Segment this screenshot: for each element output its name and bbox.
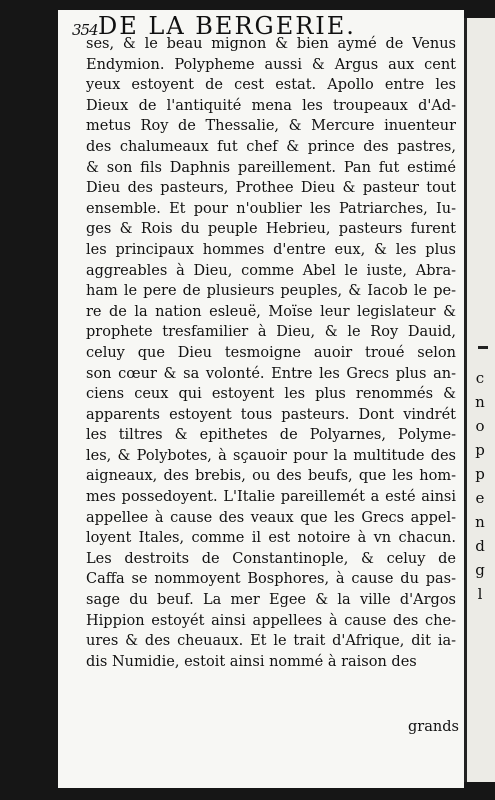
catchword: grands bbox=[408, 719, 459, 735]
text-line: ham le pere de plusieurs peuples, & Iacob le pe- bbox=[86, 283, 456, 300]
text-line: ciens ceux qui estoyent les plus renommés & bbox=[86, 386, 456, 403]
margin-mark bbox=[478, 346, 488, 349]
text-line: apparents estoyent tous pasteurs. Dont vindrét bbox=[86, 406, 456, 423]
body-text bbox=[86, 34, 456, 672]
text-line: ses, & le beau mignon & bien aymé de Venus bbox=[86, 36, 456, 52]
text-line: Hippion estoyét ainsi appellees à cause des che- bbox=[86, 612, 456, 629]
text-line: Caffa se nommoyent Bosphores, à cause du pas- bbox=[86, 571, 456, 588]
page-number: 354 bbox=[72, 21, 98, 39]
margin-letter: g bbox=[475, 561, 485, 579]
margin-letter: p bbox=[475, 441, 485, 459]
text-line: re de la nation esleuë, Moïse leur legislateur & bbox=[86, 303, 456, 320]
text-line: Dieux de l'antiquité mena les troupeaux d'Ad- bbox=[86, 97, 456, 114]
text-line: celuy que Dieu tesmoigne auoir troué selon bbox=[86, 344, 456, 361]
facing-page-margin-letters bbox=[468, 366, 492, 606]
margin-letter: o bbox=[475, 417, 485, 435]
text-line: & son fils Daphnis pareillement. Pan fut estimé bbox=[86, 159, 456, 176]
text-line: aigneaux, des brebis, ou des beufs, que les hom- bbox=[86, 468, 456, 485]
margin-letter: l bbox=[477, 585, 483, 603]
margin-letter: n bbox=[475, 393, 485, 411]
margin-letter: c bbox=[475, 369, 485, 387]
margin-letter: d bbox=[475, 537, 485, 555]
text-line: yeux estoyent de cest estat. Apollo entre les bbox=[86, 77, 456, 94]
text-line: metus Roy de Thessalie, & Mercure inuenteur bbox=[86, 118, 456, 135]
text-line: loyent Itales, comme il est notoire à vn chacun. bbox=[86, 530, 456, 547]
text-line: ensemble. Et pour n'oublier les Patriarches, Iu- bbox=[86, 200, 456, 217]
text-line: les principaux hommes d'entre eux, & les plus bbox=[86, 241, 456, 258]
margin-letter: e bbox=[475, 489, 485, 507]
text-line: Endymion. Polypheme aussi & Argus aux cent bbox=[86, 56, 456, 73]
text-line: des chalumeaux fut chef & prince des pastres, bbox=[86, 138, 456, 155]
text-line: mes possedoyent. L'Italie pareillemét a esté ainsi bbox=[86, 489, 456, 506]
text-line: dis Numidie, estoit ainsi nommé à raison des bbox=[86, 653, 417, 670]
margin-letter: p bbox=[475, 465, 485, 483]
text-line: sage du beuf. La mer Egee & la ville d'Argos bbox=[86, 592, 456, 609]
margin-letter: n bbox=[475, 513, 485, 531]
text-line: son cœur & sa volonté. Entre les Grecs plus an- bbox=[86, 365, 456, 382]
text-line: appellee à cause des veaux que les Grecs appel- bbox=[86, 509, 456, 526]
text-line: Les destroits de Constantinople, & celuy de bbox=[86, 550, 456, 567]
text-line: Dieu des pasteurs, Prothee Dieu & pasteur tout bbox=[86, 180, 456, 197]
text-line: les, & Polybotes, à sçauoir pour la multitude des bbox=[86, 447, 456, 464]
text-line: les tiltres & epithetes de Polyarnes, Polyme- bbox=[86, 427, 456, 444]
text-line: prophete tresfamilier à Dieu, & le Roy Dauid, bbox=[86, 324, 456, 341]
text-line: ges & Rois du peuple Hebrieu, pasteurs furent bbox=[86, 221, 456, 238]
text-line: ures & des cheuaux. Et le trait d'Afrique, dit ia- bbox=[86, 633, 456, 650]
running-head: DE LA BERGERIE. bbox=[98, 12, 356, 40]
text-line: aggreables à Dieu, comme Abel le iuste, Abra- bbox=[86, 262, 456, 279]
